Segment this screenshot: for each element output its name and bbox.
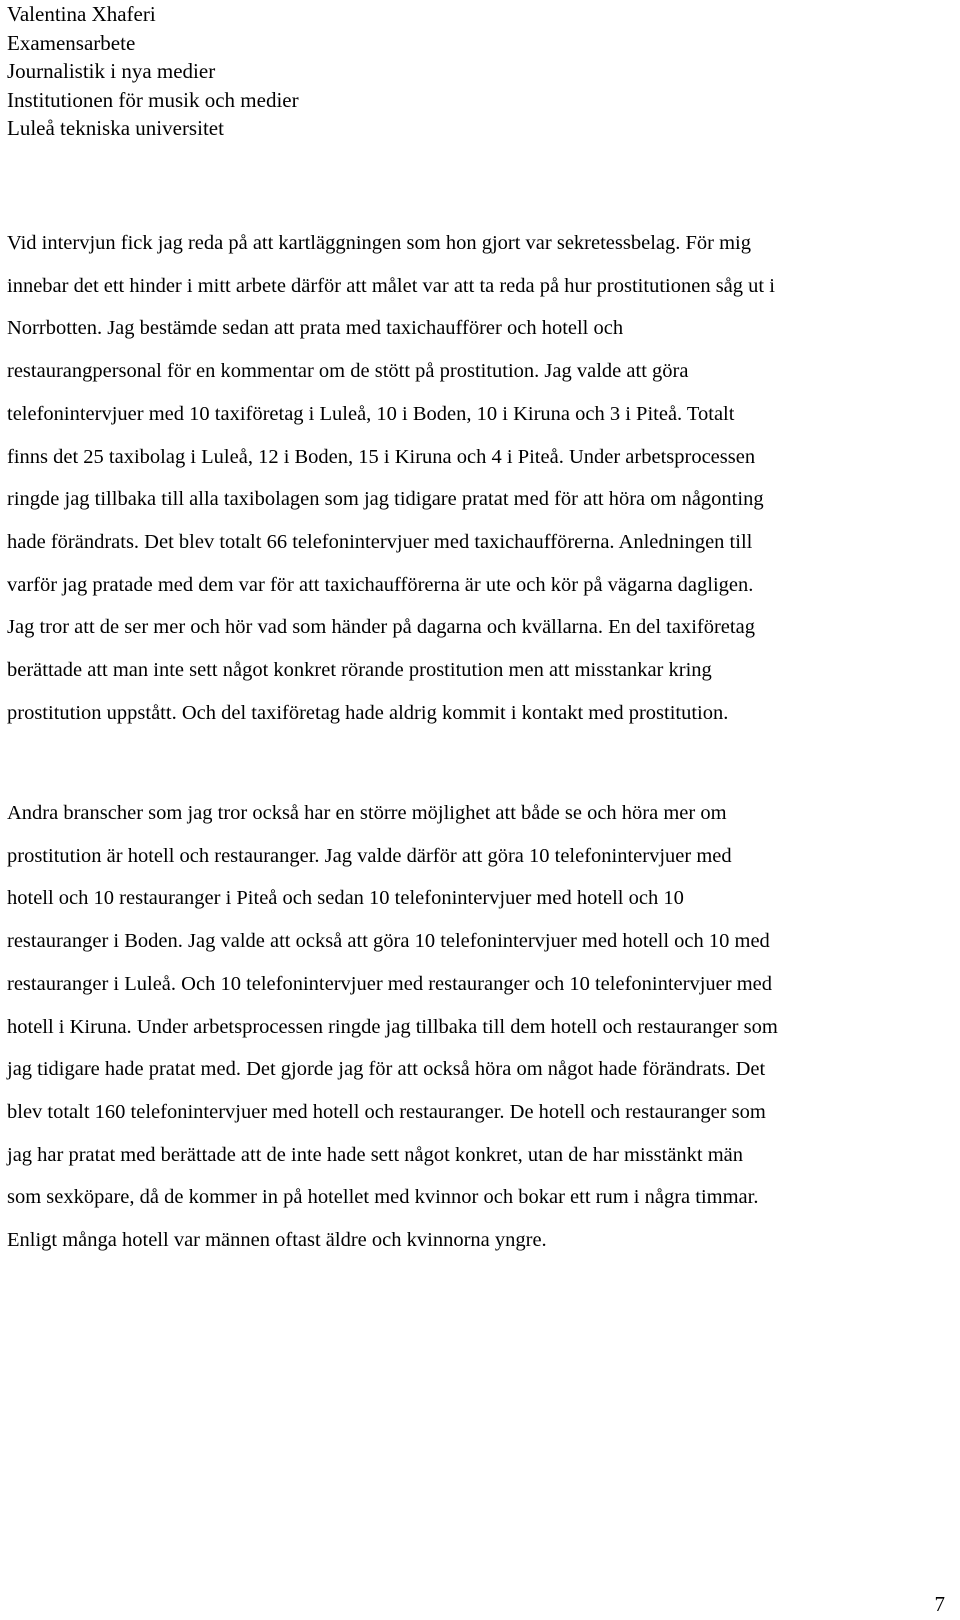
document-type: Examensarbete bbox=[7, 30, 136, 55]
paragraph-line: som sexköpare, då de kommer in på hotellet med kvinnor och bokar ett rum i några timmar. bbox=[7, 1186, 759, 1209]
page-number: 7 bbox=[934, 1592, 945, 1616]
paragraph-line: ringde jag tillbaka till alla taxibolagen som jag tidigare pratat med för att höra om någonting bbox=[7, 488, 764, 511]
body-paragraph-1 bbox=[7, 222, 951, 734]
paragraph-line: restauranger i Luleå. Och 10 telefonintervjuer med restauranger och 10 telefonintervjuer med bbox=[7, 972, 773, 995]
paragraph-line: restaurangpersonal för en kommentar om de stött på prostitution. Jag valde att göra bbox=[7, 360, 689, 383]
paragraph-line: jag tidigare hade pratat med. Det gjorde jag för att också höra om något hade förändrats. Det bbox=[7, 1058, 766, 1081]
paragraph-line: innebar det ett hinder i mitt arbete därför att målet var att ta reda på hur prostitutionen såg ut i bbox=[7, 274, 775, 297]
author-name: Valentina Xhaferi bbox=[7, 2, 156, 26]
program-name: Journalistik i nya medier bbox=[7, 59, 216, 83]
paragraph-line: Norrbotten. Jag bestämde sedan att prata med taxichaufförer och hotell och bbox=[7, 317, 624, 340]
body-paragraph-2 bbox=[7, 792, 951, 1262]
paragraph-line: berättade att man inte sett något konkret rörande prostitution men att misstankar kring bbox=[7, 659, 712, 682]
paragraph-line: telefonintervjuer med 10 taxiföretag i Luleå, 10 i Boden, 10 i Kiruna och 3 i Piteå. Totalt bbox=[7, 402, 735, 425]
paragraph-line: finns det 25 taxibolag i Luleå, 12 i Boden, 15 i Kiruna och 4 i Piteå. Under arbetsprocessen bbox=[7, 445, 756, 468]
paragraph-line: prostitution uppstått. Och del taxiföretag hade aldrig kommit i kontakt med prostitution. bbox=[7, 701, 729, 724]
paragraph-line: Jag tror att de ser mer och hör vad som händer på dagarna och kvällarna. En del taxiföretag bbox=[7, 616, 755, 639]
paragraph-line: jag har pratat med berättade att de inte hade sett något konkret, utan de har misstänkt män bbox=[7, 1143, 744, 1166]
paragraph-line: varför jag pratade med dem var för att taxichaufförerna är ute och kör på vägarna dagligen. bbox=[7, 573, 754, 596]
paragraph-line: blev totalt 160 telefonintervjuer med hotell och restauranger. De hotell och restauranger som bbox=[7, 1100, 766, 1123]
paragraph-line: Vid intervjun fick jag reda på att kartläggningen som hon gjort var sekretessbelag. För mig bbox=[7, 232, 751, 254]
paragraph-line: Andra branscher som jag tror också har en större möjlighet att både se och höra mer om bbox=[7, 802, 727, 824]
department-name: Institutionen för musik och medier bbox=[7, 87, 299, 112]
paragraph-line: Enligt många hotell var männen oftast äldre och kvinnorna yngre. bbox=[7, 1229, 547, 1252]
paragraph-line: prostitution är hotell och restauranger. Jag valde därför att göra 10 telefonintervjuer med bbox=[7, 844, 732, 867]
paragraph-line: hotell och 10 restauranger i Piteå och sedan 10 telefonintervjuer med hotell och 10 bbox=[7, 887, 684, 910]
paragraph-line: restauranger i Boden. Jag valde att också att göra 10 telefonintervjuer med hotell och 10 med bbox=[7, 930, 770, 953]
university-name: Luleå tekniska universitet bbox=[7, 116, 224, 140]
paragraph-line: hotell i Kiruna. Under arbetsprocessen ringde jag tillbaka till dem hotell och restauranger som bbox=[7, 1015, 778, 1038]
document-header bbox=[7, 0, 299, 143]
paragraph-line: hade förändrats. Det blev totalt 66 telefonintervjuer med taxichaufförerna. Anledningen till bbox=[7, 530, 753, 553]
